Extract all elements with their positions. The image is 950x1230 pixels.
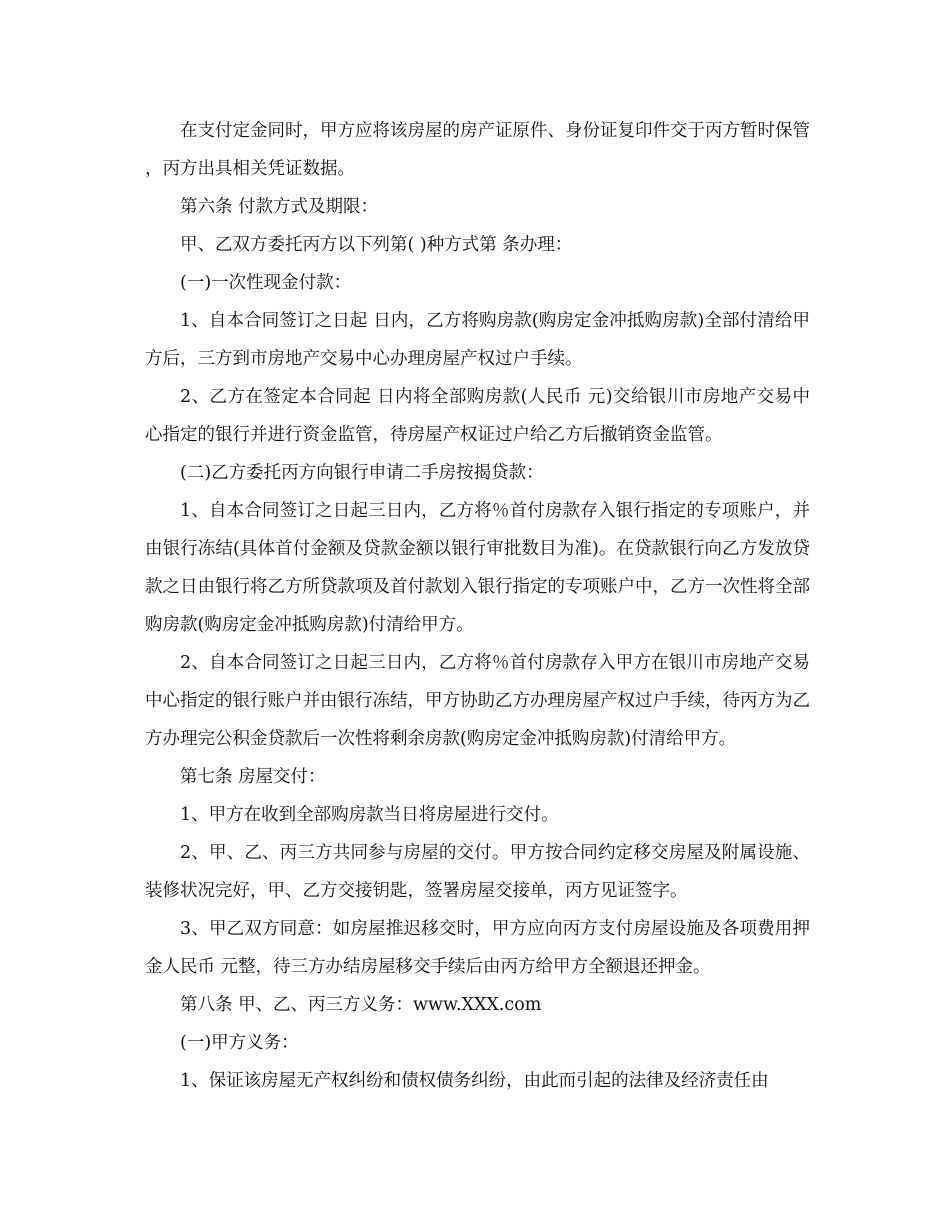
paragraph: 1、甲方在收到全部购房款当日将房屋进行交付。 bbox=[180, 805, 559, 825]
paragraph: 甲、乙双方委托丙方以下列第( )种方式第 条办理： bbox=[180, 235, 573, 255]
sub-heading: (一)一次性现金付款： bbox=[180, 273, 352, 293]
paragraph: 1、自本合同签订之日起 日内，乙方将购房款(购房定金冲抵购房款)全部付清给甲方后，三方到市房地产交易中心办理房屋产权过户手续。 bbox=[145, 311, 810, 369]
paragraph: 2、乙方在签定本合同起 日内将全部购房款(人民币 元)交给银川市房地产交易中心指定的银行并进行资金监管，待房屋产权证过户给乙方后撤销资金监管。 bbox=[145, 387, 810, 445]
sub-heading: (二)乙方委托丙方向银行申请二手房按揭贷款： bbox=[180, 463, 544, 483]
section-heading: 第八条 甲、乙、丙三方义务：www.XXX.com bbox=[180, 995, 542, 1015]
paragraph: 在支付定金同时，甲方应将该房屋的房产证原件、身份证复印件交于丙方暂时保管，丙方出具相关凭证数据。 bbox=[145, 121, 810, 179]
sub-heading: (一)甲方义务： bbox=[180, 1033, 299, 1053]
paragraph: 2、自本合同签订之日起三日内，乙方将％首付房款存入甲方在银川市房地产交易中心指定的银行账户并由银行冻结，甲方协助乙方办理房屋产权过户手续，待丙方为乙方办理完公积金贷款后一次性将剩余房款(购房定金冲抵购房款)付清给甲方。 bbox=[145, 653, 810, 749]
section-heading: 第七条 房屋交付： bbox=[180, 767, 326, 787]
section-heading: 第六条 付款方式及期限： bbox=[180, 197, 379, 217]
paragraph: 1、自本合同签订之日起三日内，乙方将％首付房款存入银行指定的专项账户，并由银行冻结(具体首付金额及贷款金额以银行审批数目为准)。在贷款银行向乙方发放贷款之日由银行将乙方所贷款项及首付款划入银行指定的专项账户中，乙方一次性将全部购房款(购房定金冲抵购房款)付清给甲方。 bbox=[145, 501, 810, 635]
paragraph: 3、甲乙双方同意：如房屋推迟移交时，甲方应向丙方支付房屋设施及各项费用押金人民币 元整，待三方办结房屋移交手续后由丙方给甲方全额退还押金。 bbox=[145, 919, 810, 977]
paragraph: 2、甲、乙、丙三方共同参与房屋的交付。甲方按合同约定移交房屋及附属设施、装修状况完好，甲、乙方交接钥匙，签署房屋交接单，丙方见证签字。 bbox=[145, 843, 810, 901]
paragraph: 1、保证该房屋无产权纠纷和债权债务纠纷，由此而引起的法律及经济责任由 bbox=[180, 1071, 769, 1091]
document-body bbox=[145, 112, 810, 1100]
